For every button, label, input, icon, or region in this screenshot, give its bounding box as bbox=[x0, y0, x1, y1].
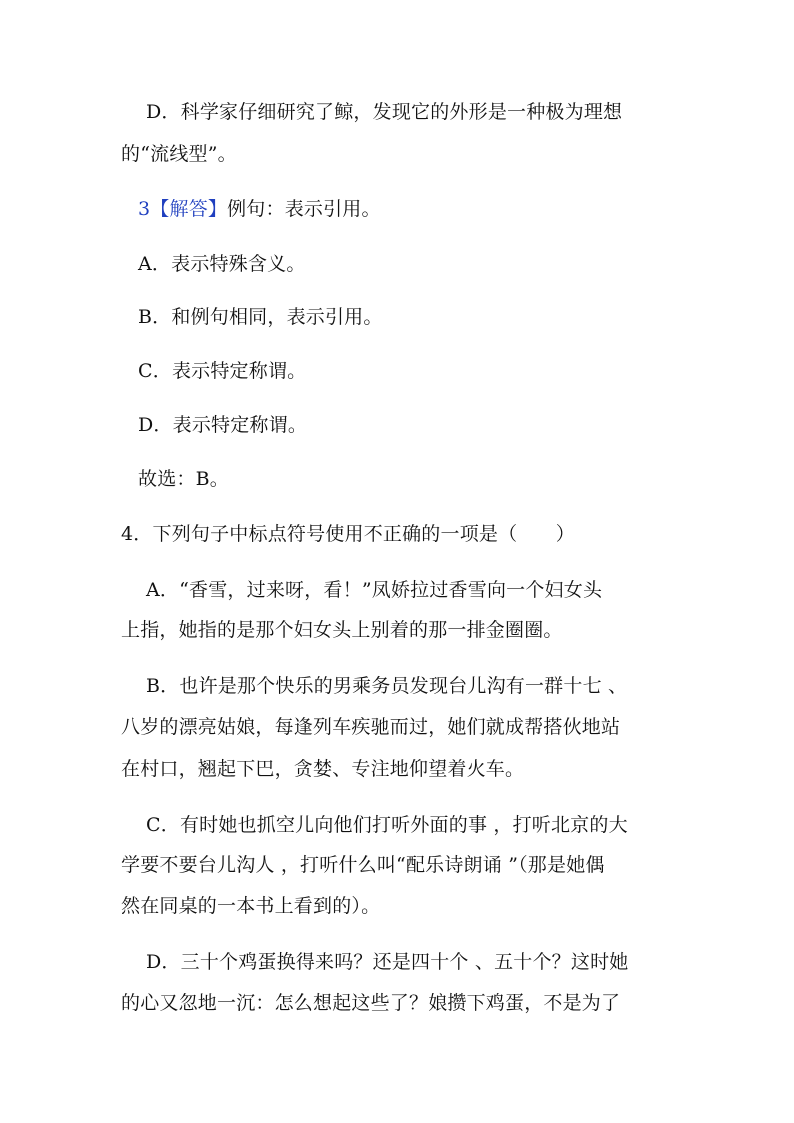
question-4-stem: 4．下列句子中标点符号使用不正确的一项是（ ） bbox=[121, 523, 575, 545]
q4-option-b-line-2: 八岁的漂亮姑娘，每逢列车疾驰而过，她们就成帮搭伙地站 bbox=[121, 716, 621, 738]
answer-tag: 3【解答】 bbox=[138, 198, 228, 220]
q4-option-c-line-1: C．有时她也抓空儿向他们打听外面的事 ，打听北京的大 bbox=[146, 814, 628, 836]
q4-option-d-line-2: 的心又忽地一沉：怎么想起这些了？娘攒下鸡蛋，不是为了 bbox=[121, 992, 621, 1014]
q4-option-b-line-3: 在村口，翘起下巴，贪婪、专注地仰望着火车。 bbox=[121, 758, 525, 780]
option-d-line-2: 的“流线型”。 bbox=[121, 143, 237, 165]
q4-option-a-line-2: 上指，她指的是那个妇女头上别着的那一排金圈圈。 bbox=[121, 619, 563, 641]
answer-option-b: B．和例句相同，表示引用。 bbox=[138, 306, 383, 328]
answer-conclusion: 故选：B。 bbox=[138, 468, 229, 490]
q4-option-c-line-3: 然在同桌的一本书上看到的）。 bbox=[121, 895, 381, 917]
answer-option-d: D．表示特定称谓。 bbox=[138, 414, 308, 436]
q4-option-d-line-1: D．三十个鸡蛋换得来吗？还是四十个 、五十个？这时她 bbox=[146, 951, 629, 973]
q4-option-c-line-2: 学要不要台儿沟人 ，打听什么叫“配乐诗朗诵 ”（那是她偶 bbox=[121, 854, 605, 876]
q4-option-b-line-1: B．也许是那个快乐的男乘务员发现台儿沟有一群十七 、 bbox=[146, 675, 628, 697]
answer-option-c: C．表示特定称谓。 bbox=[138, 360, 307, 382]
answer-option-a: A．表示特殊含义。 bbox=[138, 253, 306, 275]
q4-option-a-line-1: A．“香雪，过来呀，看！”凤娇拉过香雪向一个妇女头 bbox=[146, 579, 603, 601]
option-d-line-1: D．科学家仔细研究了鲸，发现它的外形是一种极为理想 bbox=[146, 101, 623, 123]
answer-line bbox=[138, 196, 381, 222]
answer-text: 例句：表示引用。 bbox=[227, 198, 381, 220]
